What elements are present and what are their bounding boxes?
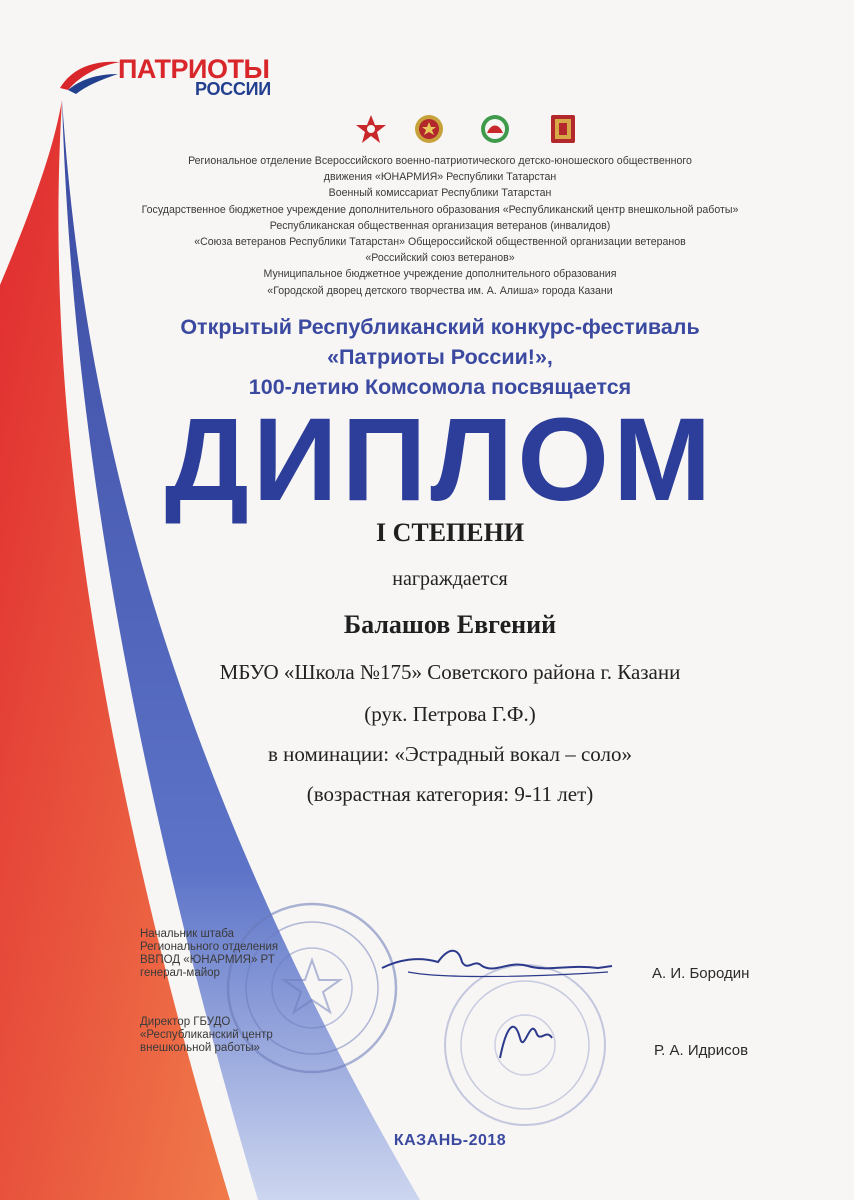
contest-title-line: 100-летию Комсомола посвящается	[248, 375, 632, 399]
signatory-position-line: Регионального отделения	[140, 941, 279, 953]
signatory-position-line: Начальник штаба	[140, 928, 235, 940]
veterans-emblem-icon	[546, 113, 580, 145]
signature-borodin	[378, 938, 618, 988]
signatory-1-name: А. И. Бородин	[652, 965, 750, 982]
organizer-emblems	[350, 113, 590, 147]
organizer-line: движения «ЮНАРМИЯ» Республики Татарстан	[323, 171, 557, 184]
signatory-position-line: Директор ГБУДО	[140, 1016, 231, 1028]
organizer-line: «Союза ветеранов Республики Татарстан» Общероссийской общественной организации ветеранов	[194, 236, 686, 249]
organizer-line: Государственное бюджетное учреждение дополнительного образования «Республиканский центр внешкольной работы»	[141, 203, 739, 216]
signatory-position-line: внешкольной работы»	[140, 1042, 260, 1054]
awarded-text: награждается	[392, 568, 508, 590]
logo-subtitle: РОССИИ	[195, 79, 271, 99]
logo-flame-icon	[58, 56, 122, 96]
signature-idrisov	[492, 1008, 562, 1068]
organizer-line: Региональное отделение Всероссийского военно-патриотического детско-юношеского общественного	[188, 155, 692, 167]
contest-title-line: Открытый Республиканский конкурс-фестиваль	[180, 315, 700, 339]
diploma-degree: I СТЕПЕНИ	[375, 518, 525, 547]
organizer-line: Муниципальное бюджетное учреждение дополнительного образования	[263, 268, 617, 281]
contest-title-line: «Патриоты России!»,	[327, 345, 553, 369]
signatory-1-position	[140, 928, 278, 980]
signatory-position-line: генерал-майор	[140, 967, 220, 979]
nomination-line: в номинации: «Эстрадный вокал – соло»	[267, 742, 632, 766]
diploma-heading: ДИПЛОМ	[164, 394, 716, 526]
age-category-line: (возрастная категория: 9-11 лет)	[306, 782, 594, 806]
signatory-position-line: ВВПОД «ЮНАРМИЯ» РТ	[140, 954, 275, 966]
military-commissariat-emblem-icon	[412, 113, 446, 145]
supervisor-line: (рук. Петрова Г.Ф.)	[364, 702, 536, 726]
school-line: МБУО «Школа №175» Советского района г. Казани	[219, 660, 681, 684]
organizer-line: «Российский союз ветеранов»	[365, 252, 515, 265]
yunarmia-star-icon	[354, 113, 388, 145]
signatory-2-name: Р. А. Идрисов	[654, 1042, 749, 1059]
patriots-of-russia-logo	[58, 52, 298, 102]
organizer-line: Военный комиссариат Республики Татарстан	[328, 187, 552, 200]
logo-title: ПАТРИОТЫ	[118, 54, 270, 84]
recipient-name: Балашов Евгений	[343, 610, 557, 639]
organizer-line: «Городской дворец детского творчества им. А. Алиша» города Казани	[267, 284, 613, 297]
tatarstan-emblem-icon	[478, 113, 512, 145]
city-year-footer: КАЗАНЬ-2018	[393, 1132, 507, 1149]
signatory-position-line: «Республиканский центр	[140, 1029, 273, 1041]
signatory-2-position	[140, 1016, 273, 1055]
organizers-list	[90, 153, 790, 299]
organizer-line: Республиканская общественная организация ветеранов (инвалидов)	[269, 219, 611, 232]
contest-title	[60, 312, 820, 402]
